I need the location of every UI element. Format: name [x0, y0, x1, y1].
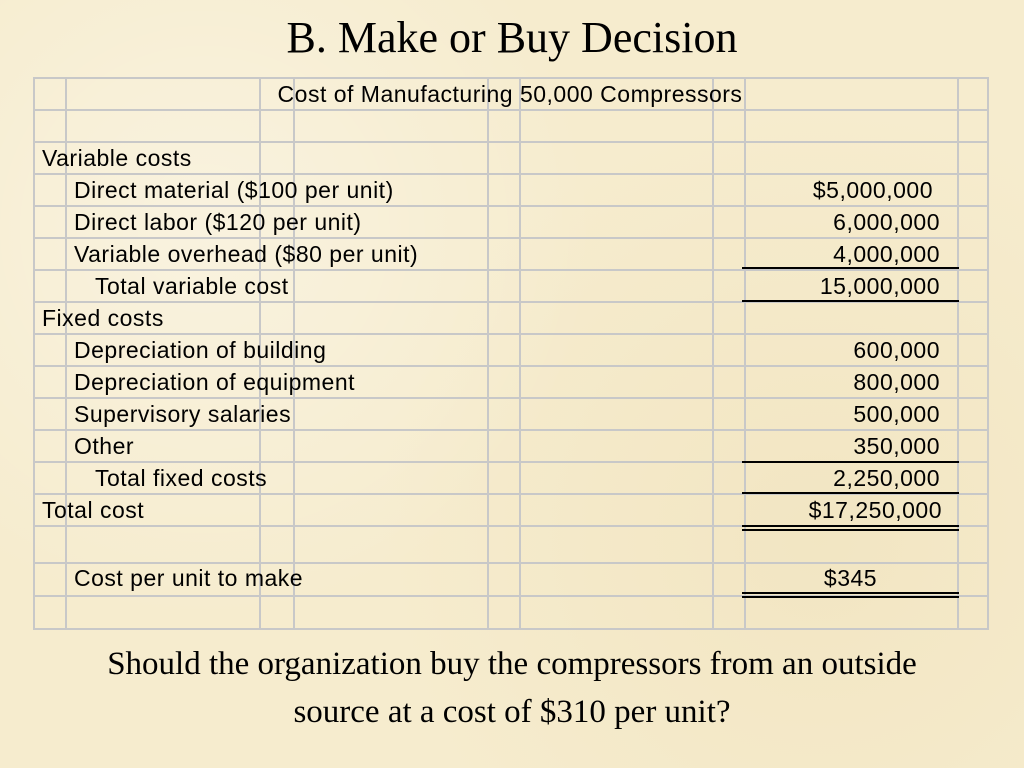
underline-rule: [742, 300, 959, 302]
total-label: Total cost: [42, 497, 145, 523]
amount-cell: 2,250,000: [833, 465, 940, 491]
question-line: Should the organization buy the compressors from an outside: [107, 646, 917, 682]
amount-cell: $5,000,000: [812, 177, 933, 203]
unit-cost-label: Cost per unit to make: [74, 565, 304, 591]
amount-cell: 350,000: [853, 433, 940, 459]
underline-rule: [742, 267, 959, 269]
amount-cell: 600,000: [853, 337, 940, 363]
grid-line: [33, 628, 989, 630]
row-label: Other: [74, 433, 135, 459]
question-line: source at a cost of $310 per unit?: [293, 694, 731, 730]
row-label: Direct material ($100 per unit): [74, 177, 394, 203]
double-underline-rule: [742, 592, 959, 594]
subtotal-label: Total variable cost: [95, 273, 289, 299]
double-underline-rule: [742, 529, 959, 531]
underline-rule: [742, 461, 959, 463]
amount-cell: $345: [823, 565, 878, 591]
cost-table: [33, 77, 989, 630]
double-underline-rule: [742, 525, 959, 527]
row-label: Direct labor ($120 per unit): [74, 209, 362, 235]
amount-cell: 500,000: [853, 401, 940, 427]
grid-line: [33, 109, 989, 111]
grid-line: [987, 77, 989, 630]
row-label: Depreciation of equipment: [74, 369, 355, 395]
row-label: Variable overhead ($80 per unit): [74, 241, 419, 267]
grid-line: [33, 77, 35, 630]
section-label-fixed-costs: Fixed costs: [42, 305, 164, 331]
grid-line: [519, 77, 521, 630]
double-underline-rule: [742, 596, 959, 598]
section-label-variable-costs: Variable costs: [42, 145, 192, 171]
row-label: Depreciation of building: [74, 337, 327, 363]
amount-cell: 800,000: [853, 369, 940, 395]
question-text: [0, 640, 1024, 736]
slide-title: B. Make or Buy Decision: [286, 13, 738, 62]
grid-line: [957, 77, 959, 630]
amount-cell: 6,000,000: [833, 209, 940, 235]
subtotal-label: Total fixed costs: [95, 465, 268, 491]
amount-cell: 15,000,000: [819, 273, 940, 299]
table-header: Cost of Manufacturing 50,000 Compressors: [277, 81, 743, 107]
grid-line: [712, 77, 714, 630]
grid-line: [487, 77, 489, 630]
amount-cell: $17,250,000: [808, 497, 942, 523]
amount-cell: 4,000,000: [833, 241, 940, 267]
row-label: Supervisory salaries: [74, 401, 292, 427]
underline-rule: [742, 492, 959, 494]
